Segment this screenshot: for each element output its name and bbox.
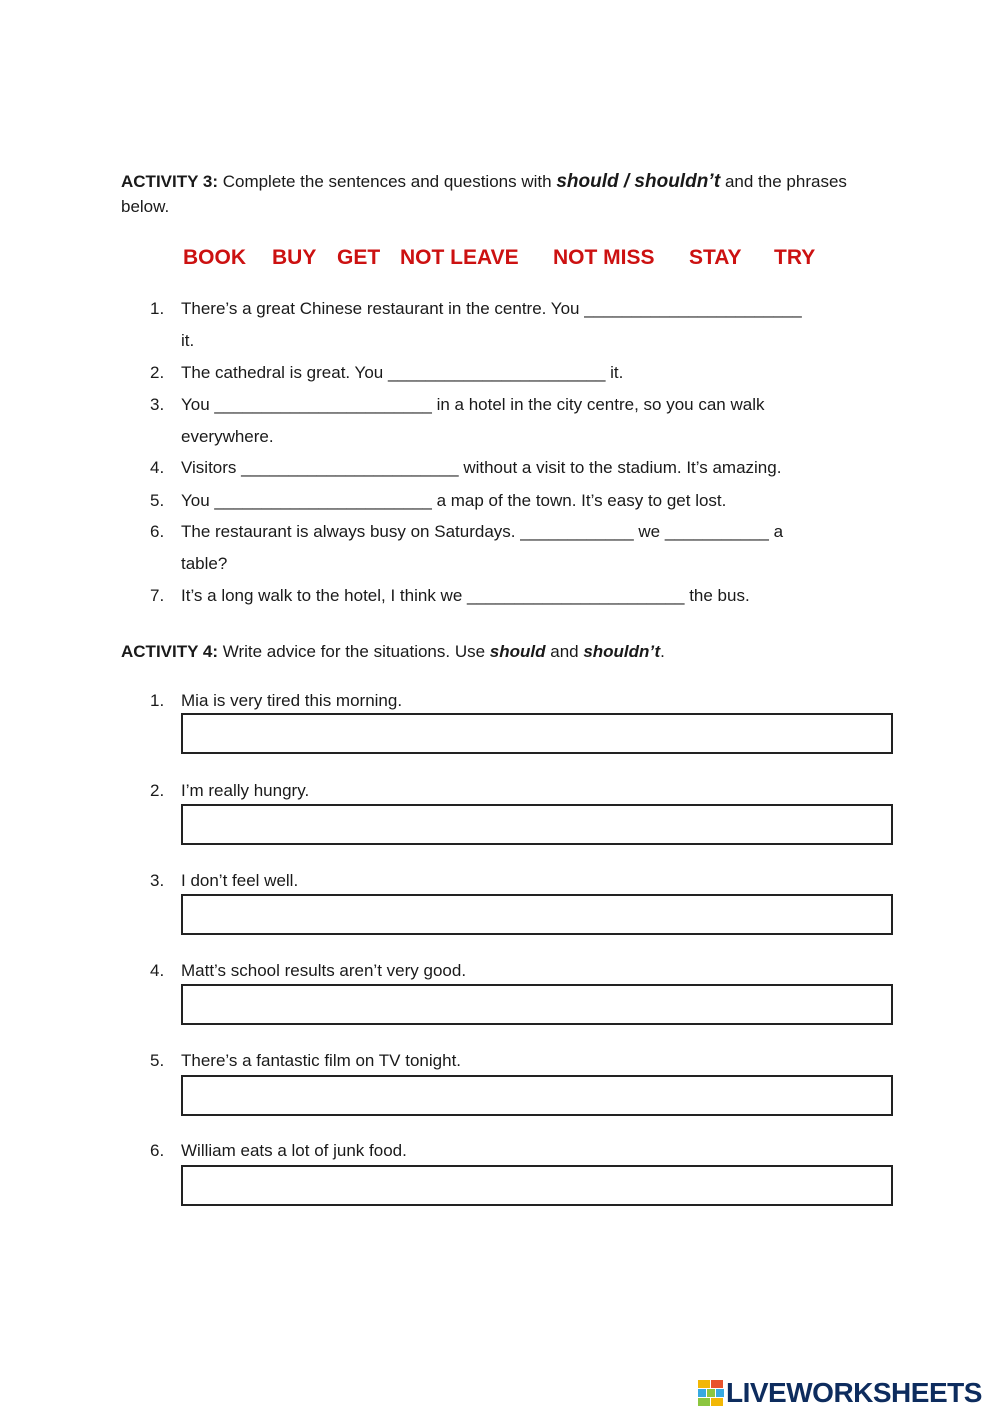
activity-4-answer-input[interactable] <box>181 1165 893 1206</box>
liveworksheets-logo-text: LIVEWORKSHEETS <box>726 1377 982 1408</box>
activity-4-keyword-should: should <box>489 642 546 661</box>
activity-4-item-number: 3. <box>150 871 165 890</box>
activity-3-heading: ACTIVITY 3: <box>121 172 218 191</box>
activity-4-answer-input[interactable] <box>181 1075 893 1116</box>
word-bank-item: STAY <box>689 246 742 269</box>
activity-3-item-text: The cathedral is great. You _______________________ it. <box>181 363 624 382</box>
activity-3-item-number: 4. <box>150 458 165 477</box>
activity-3-item-text: You _______________________ in a hotel in the city centre, so you can walk <box>181 395 765 414</box>
activity-4-item-prompt: There’s a fantastic film on TV tonight. <box>181 1051 462 1070</box>
word-bank <box>0 244 1000 272</box>
activity-4-text-a: Write advice for the situations. Use <box>217 642 490 661</box>
activity-4-answer-input[interactable] <box>181 804 893 845</box>
activity-3-item-text: There’s a great Chinese restaurant in the centre. You _______________________ <box>181 299 802 318</box>
activity-4-item-number: 2. <box>150 781 165 800</box>
activity-4-keyword-shouldnt: shouldn’t <box>583 642 661 661</box>
activity-4-item-number: 6. <box>150 1141 165 1160</box>
activity-4-item-number: 4. <box>150 961 165 980</box>
activity-4-text-c: . <box>660 642 665 661</box>
activity-3-text-a: Complete the sentences and questions with <box>217 172 557 191</box>
activity-4-item-prompt: I’m really hungry. <box>181 781 310 800</box>
activity-4-answer-input[interactable] <box>181 894 893 935</box>
activity-3-item-text: everywhere. <box>181 427 274 446</box>
activity-3-text-b: and the phrases below. <box>121 172 847 216</box>
activity-4-item-number: 1. <box>150 691 165 710</box>
activity-4-item-prompt: Mia is very tired this morning. <box>181 691 403 710</box>
activity-3-keywords: should / shouldn’t <box>556 171 721 192</box>
activity-4-item-prompt: William eats a lot of junk food. <box>181 1141 407 1160</box>
word-bank-item: NOT MISS <box>553 246 655 269</box>
word-bank-item: TRY <box>774 246 816 269</box>
activity-3-item-text: You _______________________ a map of the town. It’s easy to get lost. <box>181 491 727 510</box>
activity-4-answer-input[interactable] <box>181 713 893 754</box>
word-bank-item: BOOK <box>183 246 246 269</box>
activity-3-item-text: It’s a long walk to the hotel, I think we _______________________ the bus. <box>181 586 750 605</box>
liveworksheets-logo <box>698 1378 982 1408</box>
activity-4-text-b: and <box>545 642 584 661</box>
activity-3-item-text: table? <box>181 554 228 573</box>
activity-3-item-number: 2. <box>150 363 165 382</box>
activity-3-item-number: 3. <box>150 395 165 414</box>
activity-4-answer-input[interactable] <box>181 984 893 1025</box>
activity-3-item-text: The restaurant is always busy on Saturdays. ____________ we ___________ a <box>181 522 784 541</box>
activity-3-item-number: 7. <box>150 586 165 605</box>
activity-4-item-prompt: Matt’s school results aren’t very good. <box>181 961 467 980</box>
activity-4-instructions <box>121 639 881 664</box>
activity-3-item-number: 5. <box>150 491 165 510</box>
activity-3-item-text: it. <box>181 331 195 350</box>
activity-4-item-prompt: I don’t feel well. <box>181 871 299 890</box>
activity-4-item-number: 5. <box>150 1051 165 1070</box>
activity-4-heading: ACTIVITY 4: <box>121 642 218 661</box>
activity-3-item-number: 6. <box>150 522 165 541</box>
activity-3-item-number: 1. <box>150 299 165 318</box>
word-bank-item: GET <box>337 246 381 269</box>
liveworksheets-logo-icon <box>698 1380 724 1406</box>
word-bank-item: BUY <box>272 246 317 269</box>
word-bank-item: NOT LEAVE <box>400 246 519 269</box>
activity-3-item-text: Visitors _______________________ without a visit to the stadium. It’s amazing. <box>181 458 782 477</box>
activity-3-instructions <box>121 169 861 219</box>
